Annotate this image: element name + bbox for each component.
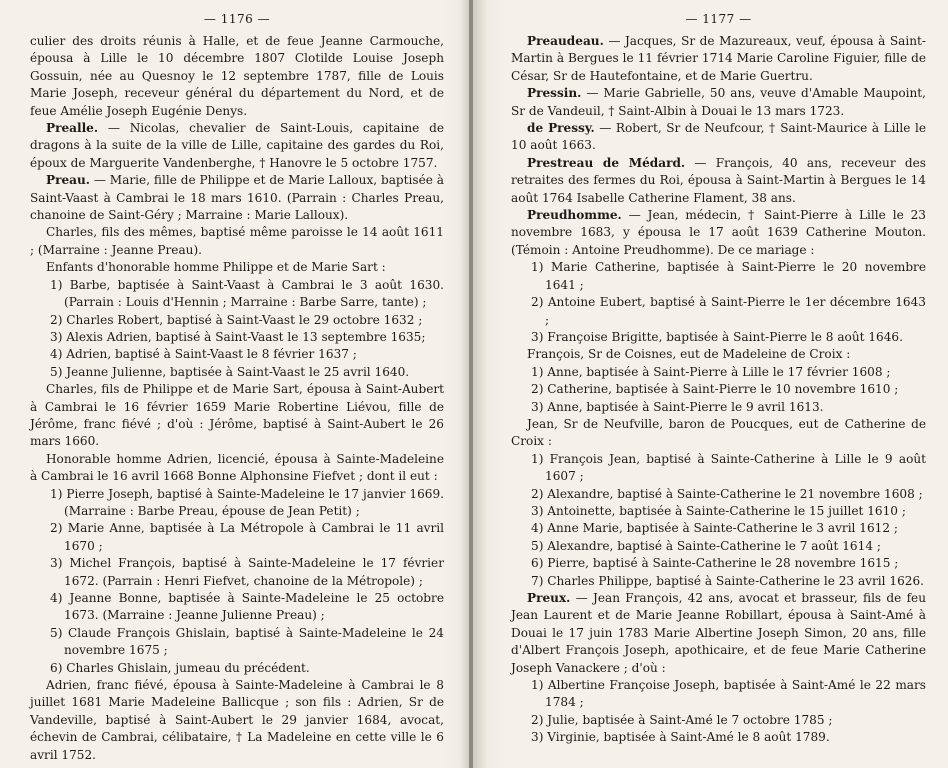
list-item: 2) Antoine Eubert, baptisé à Saint-Pierre le 1er décembre 1643 ; (531, 295, 926, 327)
entry-text: — Jacques, Sr de Mazureaux, veuf, épousa à Saint-Martin à Bergues le 11 février 1714 Marie Caroline Figuier, fille de César, Sr de Hautefontaine, et de Marie Guertru. (511, 34, 926, 83)
list-item: 5) Jeanne Julienne, baptisée à Saint-Vaast le 25 avril 1640. (50, 364, 410, 379)
entry-paragraph (30, 120, 444, 172)
list-item: 6) Charles Ghislain, jumeau du précédent. (50, 660, 310, 675)
entry-text: — Marie Gabrielle, 50 ans, veuve d'Amable Maupoint, Sr de Vandeuil, † Saint-Albin à Douai le 13 mars 1723. (511, 86, 926, 118)
paragraph: Charles, fils des mêmes, baptisé même paroisse le 14 août 1611 ; (Marraine : Jeanne Preau). (30, 225, 444, 257)
list-item: 3) Anne, baptisée à Saint-Pierre le 9 avril 1613. (531, 399, 824, 414)
list-item: 6) Pierre, baptisé à Sainte-Catherine le 28 novembre 1615 ; (531, 556, 899, 571)
entry-paragraph (511, 85, 926, 120)
entry-heading: Prealle. (46, 121, 99, 136)
right-page-number: — 1177 — (685, 12, 752, 26)
entry-paragraph (30, 172, 444, 224)
entry-heading: Preux. (527, 591, 571, 605)
list-item: 3) Alexis Adrien, baptisé à Saint-Vaast le 13 septembre 1635; (50, 329, 426, 344)
list-item: 2) Marie Anne, baptisée à La Métropole à Cambrai le 11 avril 1670 ; (50, 521, 444, 553)
paragraph: culier des droits réunis à Halle, et de feue Jeanne Carmouche, épousa à Lille le 10 décembre 1807 Clotilde Louise Joseph Gossuin, née au Quesnoy le 12 septembre 1787, fille de Louis Marie Joseph, receveur général du département du Nord, et de feue Amélie Joseph Eugénie Denys. (30, 34, 444, 118)
entry-heading: Prestreau de Médard. (527, 155, 686, 170)
list-item: 1) Pierre Joseph, baptisé à Sainte-Madeleine le 17 janvier 1669. (Marraine : Barbe Preau, épouse de Jean Petit) ; (50, 486, 444, 518)
entry-heading: de Pressy. (527, 121, 595, 136)
entry-paragraph (511, 33, 926, 85)
list-item: 7) Charles Philippe, baptisé à Sainte-Catherine le 23 avril 1626. (531, 573, 924, 588)
entry-text: — Nicolas, chevalier de Saint-Louis, capitaine de dragons à la suite de la ville de Lille, capitaine des gardes du Roi, époux de Marguerite Vandenberghe, † Hanovre le 5 octobre 1757. (30, 121, 444, 170)
right-page-text (511, 33, 926, 747)
list-item: 5) Claude François Ghislain, baptisé à Sainte-Madeleine le 24 novembre 1675 ; (50, 625, 444, 658)
list-item: 3) Antoinette, baptisée à Sainte-Catherine le 15 juillet 1610 ; (531, 503, 906, 518)
left-page-number: — 1176 — (203, 12, 271, 26)
entry-text: — François, 40 ans, receveur des retraites des fermes du Roi, épousa à Saint-Martin à Bergues le 14 août 1764 Isabelle Catherine Flament, 38 ans. (511, 155, 926, 205)
paragraph: Jean, Sr de Neufville, baron de Poucques, eut de Catherine de Croix : (511, 416, 926, 449)
list-item: 5) Alexandre, baptisé à Sainte-Catherine le 7 août 1614 ; (531, 538, 881, 553)
entry-heading: Preaudeau. (527, 34, 604, 48)
paragraph: Enfants d'honorable homme Philippe et de Marie Sart : (46, 260, 386, 275)
list-item: 1) Albertine Françoise Joseph, baptisée à Saint-Amé le 22 mars 1784 ; (531, 678, 926, 710)
left-page (0, 0, 470, 768)
list-item: 3) Michel François, baptisé à Sainte-Madeleine le 17 février 1672. (Parrain : Henri Fiefvet, chanoine de la Métropole) ; (50, 556, 444, 588)
paragraph: Honorable homme Adrien, licencié, épousa à Sainte-Madeleine à Cambrai le 16 avril 1668 Bonne Alphonsine Fiefvet ; dont il eut : (30, 451, 444, 484)
entry-paragraph (511, 120, 926, 155)
entry-text: — Jean François, 42 ans, avocat et brasseur, fils de feu Jean Laurent et de Marie Jeanne Robillart, épousa à Saint-Amé à Douai le 17 juin 1783 Marie Albertine Joseph Simon, 20 ans, fille d'Albert François Joseph, apothicaire, et de feue Marie Catherine Joseph Vanackere ; d'où : (511, 591, 926, 675)
list-item: 4) Adrien, baptisé à Saint-Vaast le 8 février 1637 ; (50, 347, 357, 362)
list-item: 1) Anne, baptisée à Saint-Pierre à Lille le 17 février 1608 ; (531, 364, 891, 379)
list-item: 1) François Jean, baptisé à Sainte-Catherine à Lille le 9 août 1607 ; (531, 451, 926, 484)
list-item: 1) Marie Catherine, baptisée à Saint-Pierre le 20 novembre 1641 ; (531, 260, 926, 292)
entry-paragraph (511, 155, 926, 207)
list-item: 2) Alexandre, baptisé à Sainte-Catherine le 21 novembre 1608 ; (531, 486, 923, 501)
paragraph: Adrien, franc fiévé, épousa à Sainte-Madeleine à Cambrai le 8 juillet 1681 Marie Madeleine Ballicque ; son fils : Adrien, Sr de Vandeville, baptisé à Saint-Aubert le 29 janvier 1684, avocat, échevin de Cambrai, célibataire, † La Madeleine en cette ville le 6 avril 1752. (30, 678, 444, 762)
left-page-text (30, 33, 444, 764)
paragraph: Charles, fils de Philippe et de Marie Sart, épousa à Saint-Aubert à Cambrai le 16 février 1659 Marie Robertine Liévou, fille de Jérôme, franc fiévé ; d'où : Jérôme, baptisé à Saint-Aubert le 26 mars 1660. (30, 382, 444, 449)
entry-text: — Marie, fille de Philippe et de Marie Lalloux, baptisée à Saint-Vaast à Cambrai le 18 mars 1610. (Parrain : Charles Preau, chanoine de Saint-Géry ; Marraine : Marie Lalloux). (30, 173, 444, 223)
entry-heading: Preudhomme. (527, 208, 622, 223)
list-item: 4) Anne Marie, baptisée à Sainte-Catherine le 3 avril 1612 ; (531, 521, 898, 536)
list-item: 2) Charles Robert, baptisé à Saint-Vaast le 29 octobre 1632 ; (50, 312, 423, 327)
entry-text: — Robert, Sr de Neufcour, † Saint-Maurice à Lille le 10 août 1663. (511, 121, 926, 153)
entry-paragraph (511, 207, 926, 259)
paragraph: François, Sr de Coisnes, eut de Madeleine de Croix : (527, 347, 851, 362)
list-item: 4) Jeanne Bonne, baptisée à Sainte-Madeleine le 25 octobre 1673. (Marraine : Jeanne Julienne Preau) ; (50, 591, 444, 623)
list-item: 2) Catherine, baptisée à Saint-Pierre le 10 novembre 1610 ; (531, 382, 899, 397)
entry-heading: Preau. (46, 173, 90, 188)
entry-text: — Jean, médecin, † Saint-Pierre à Lille le 23 novembre 1683, y épousa le 17 août 1639 Catherine Mouton. (Témoin : Antoine Preudhomme). De ce mariage : (511, 208, 926, 257)
list-item: 3) Virginie, baptisée à Saint-Amé le 8 août 1789. (531, 730, 830, 745)
entry-heading: Pressin. (527, 86, 582, 101)
entry-paragraph (511, 590, 926, 677)
list-item: 3) Françoise Brigitte, baptisée à Saint-Pierre le 8 août 1646. (531, 329, 903, 344)
right-page (473, 0, 948, 768)
list-item: 2) Julie, baptisée à Saint-Amé le 7 octobre 1785 ; (531, 712, 833, 727)
list-item: 1) Barbe, baptisée à Saint-Vaast à Cambrai le 3 août 1630. (Parrain : Louis d'Hennin ; Marraine : Barbe Sarre, tante) ; (50, 277, 444, 310)
